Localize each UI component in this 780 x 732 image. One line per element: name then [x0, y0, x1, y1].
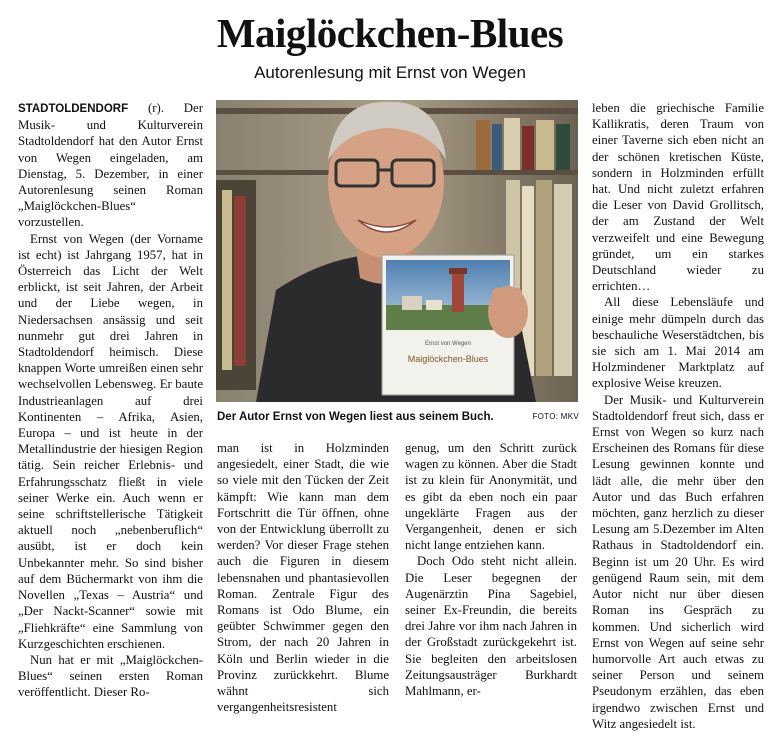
paragraph: Doch Odo steht nicht allein. Die Leser begegnen der Augenärztin Pina Sagebiel, seiner Ex-Freundin, die bereits drei Jahre vor ihm nach Jahren in der Großstadt zurückgekehrt ist. Sie begleiten den arbeitslosen Zeitungsausträger Burkhardt Mahlmann, er- — [405, 554, 577, 699]
article-column-2 — [217, 440, 389, 715]
caption-text: Der Autor Ernst von Wegen liest aus seinem Buch. — [217, 411, 494, 423]
dateline: STADTOLDENDORF — [18, 103, 129, 115]
paragraph: Nun hat er mit „Maiglöckchen-Blues“ seinen ersten Roman veröffentlicht. Dieser Ro- — [18, 652, 203, 700]
author-photo — [216, 100, 578, 402]
paragraph: genug, um den Schritt zurück wagen zu können. Aber die Stadt ist zu klein für Anonymität, und es gibt da eben noch ein paar ungeklärte Fragen aus der Vergangenheit, denen er sich nicht lange entziehen kann. — [405, 441, 577, 553]
photo-caption — [217, 408, 579, 426]
subheadline: Autorenlesung mit Ernst von Wegen — [254, 63, 526, 82]
author-photo-illustration — [216, 100, 578, 402]
paragraph: Ernst von Wegen (der Vorname ist echt) ist Jahrgang 1957, hat in Österreich das Licht der Welt erblickt, ist seit Jahren, der Arbeit und der Liebe wegen, in Niedersachsen ansässig und seit nunmehr gut drei Jahren in Stadtoldendorf heimisch. Diese knappen Worte umreißen einen sehr wechselvollen Lebensweg. Er baute Industrieanlagen auf drei Kontinenten – Afrika, Asien, Europa – und ist heute in der Metallindustrie der hiesigen Region tätig. Sein reicher Erlebnis- und Erfahrungsschatz fließt in viele seiner Werke ein. Auch wenn er seine schriftstellerische Tätigkeit aktuell noch „nebenberuflich“ ausübt, ist er doch kein Unbekannter mehr. So sind bisher auf dem Büchermarkt von ihm die Novellen „Texas – Austria“ und „Der Nackt-Scanner“ sowie mit „Fliehkräfte“ eine Sammlung von Kurzgeschichten erschienen. — [18, 231, 203, 651]
photo-credit: FOTO: MKV — [532, 412, 579, 421]
paragraph — [18, 100, 203, 231]
paragraph: All diese Lebensläufe und einige mehr dümpeln durch das beschauliche Weserstädtchen, bis sie sich am 1. Mai 2014 am Holzmindener Marktplatz auf explosive Weise kreuzen. — [592, 295, 764, 391]
article-column-4 — [592, 100, 764, 732]
book-author-label: Ernst von Wegen — [425, 341, 471, 347]
paragraph: Der Musik- und Kulturverein Stadtoldendorf freut sich, dass er Ernst von Wegen so kurz nach Erscheinen des Romans für diese Lesung gewinnen konnte und lädt alle, die mehr über den Autor und das Buch erfahren möchten, ganz herzlich zu dieser Lesung am 5.Dezember im Alten Rathaus in Stadtoldendorf ein. Beginn ist um 20 Uhr. Es wird genügend Raum sein, mit dem Autor nicht nur über diesen Roman ins Gespräch zu kommen. Und sicherlich wird Ernst von Wegen auf seine sehr humorvolle Art auch etwas zu seiner Person und seinem Pseudonym erzählen, das eben irgendwo zwischen Ernst und Witz angesiedelt ist. — [592, 392, 764, 731]
headline: Maiglöckchen-Blues — [216, 10, 564, 56]
book-title-label: Maiglöckchen-Blues — [407, 354, 489, 364]
paragraph: leben die griechische Familie Kallikratis, deren Traum von einer Taverne sich eben nicht an der schönen kretischen Küste, sondern in Holzminden erfüllt hat. Und nicht zuletzt erfahren die Leser von David Grollitsch, der am Zustand der Welt verzweifelt und eine Bewegung gründet, um ein starkes Deutschland wieder zu errichten… — [592, 101, 764, 294]
article-column-1 — [18, 100, 203, 701]
paragraph: man ist in Holzminden angesiedelt, einer Stadt, die wie so viele mit den Tücken der Zeit kämpft: Wie kann man dem Fortschritt die Tür öffnen, ohne von der Entwicklung überrollt zu werden? Vor dieser Frage stehen auch die Figuren in diesem lebensnahen und phantasievollen Roman. Zentrale Figur des Romans ist Odo Blume, ein geübter Schwimmer gegen den Strom, der nach 20 Jahren in Köln und Berlin wieder in die Provinz zurückkehrt. Blume wähnt sich vergangenheitsresistent — [217, 441, 389, 715]
paragraph-text: (r). Der Musik- und Kulturverein Stadtoldendorf hat den Autor Ernst von Wegen eingeladen, am Dienstag, 5. Dezember, in einer Autorenlesung seinen Roman „Maiglöckchen-Blues“ vorzustellen. — [18, 101, 203, 230]
article-column-3 — [405, 440, 577, 699]
